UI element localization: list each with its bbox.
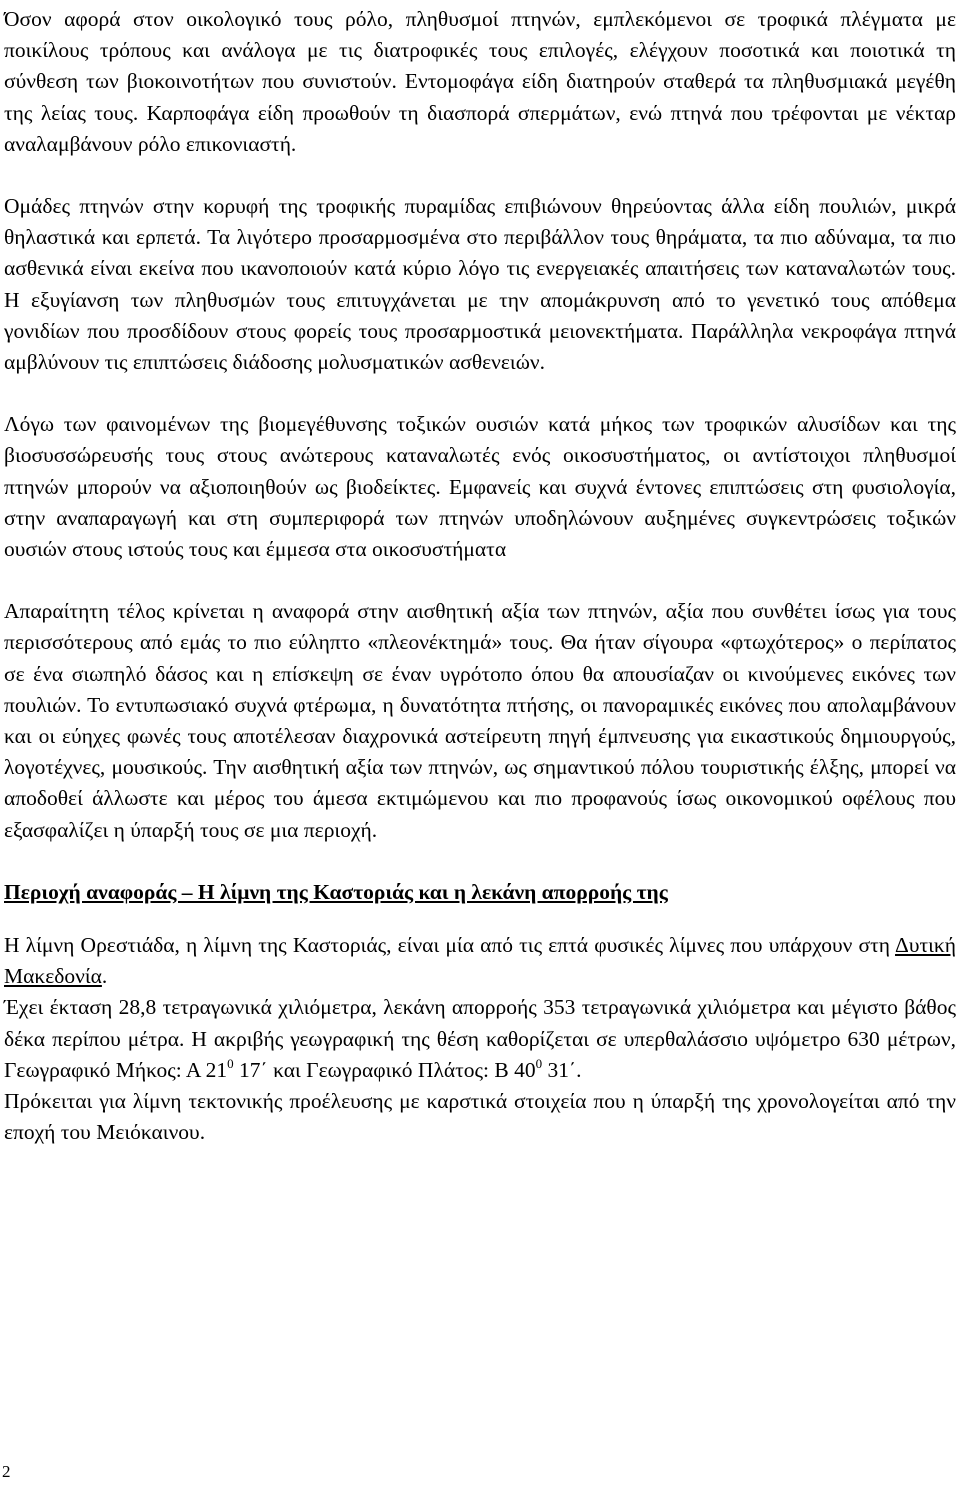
degree-superscript-latitude: 0 bbox=[535, 1055, 543, 1071]
section-heading: Περιοχή αναφοράς – Η λίμνη της Καστοριάς και η λεκάνη απορροής της bbox=[4, 879, 668, 904]
paragraph-lake-intro bbox=[4, 930, 956, 992]
document-page bbox=[4, 4, 956, 1149]
paragraph-spacer bbox=[4, 378, 956, 409]
degree-superscript-longitude: 0 bbox=[227, 1055, 234, 1071]
paragraph-spacer bbox=[4, 846, 956, 877]
paragraph-lake-origin: Πρόκειται για λίμνη τεκτονικής προέλευσης με καρστικά στοιχεία που η ύπαρξή της χρονολογείται από την εποχή του Μειόκαινου. bbox=[4, 1089, 956, 1145]
western-macedonia-link[interactable]: Δυτική Μακεδονία bbox=[4, 933, 956, 989]
lake-geography-text-1: Έχει έκταση 28,8 τετραγωνικά χιλιόμετρα, λεκάνη απορροής 353 τετραγωνικά χιλιόμετρα και μέγιστο βάθος δέκα περίπου μέτρα. Η ακριβής γεωγραφική της θέση καθορίζεται σε υπερθαλάσσιο υψόμετρο 630 μέτρων, Γεωγραφικό Μήκος: Α 21 bbox=[4, 995, 956, 1082]
lake-geography-text-3: 31΄. bbox=[542, 1057, 582, 1082]
paragraph-ecological-role: Όσον αφορά στον οικολογικό τους ρόλο, πληθυσμοί πτηνών, εμπλεκόμενοι σε τροφικά πλέγματα με ποικίλους τρόπους και ανάλογα με τις διατροφικές τους επιλογές, ελέγχουν ποσοτικά και ποιοτικά τη σύνθεση των βιοκοινοτήτων που συνιστούν. Εντομοφάγα είδη διατηρούν σταθερά τα πληθυσμιακά μεγέθη της λείας τους. Καρποφάγα είδη προωθούν τη διασπορά σπερμάτων, ενώ πτηνά που τρέφονται με νέκταρ αναλαμβάνουν ρόλο επικονιαστή. bbox=[4, 7, 956, 156]
lake-geography-text-2: 17΄ και Γεωγραφικό Πλάτος: Β 40 bbox=[233, 1057, 536, 1082]
paragraph-bioindicators: Λόγω των φαινομένων της βιομεγέθυνσης τοξικών ουσιών κατά μήκος των τροφικών αλυσίδων και της βιοσυσσώρευσής τους στους ανώτερους καταναλωτές ενός οικοσυστήματος, οι αντίστοιχοι πληθυσμοί πτηνών μπορούν να αξιοποιηθούν ως βιοδείκτες. Εμφανείς και συχνά έντονες επιπτώσεις στη φυσιολογία, στην αναπαραγωγή και στη συμπεριφορά των πτηνών υποδηλώνουν αυξημένες συγκεντρώσεις τοξικών ουσιών στους ιστούς τους και έμμεσα στα οικοσυστήματα bbox=[4, 412, 956, 562]
paragraph-aesthetic-value: Απαραίτητη τέλος κρίνεται η αναφορά στην αισθητική αξία των πτηνών, αξία που συνθέτει ίσως για τους περισσότερους από εμάς το πιο εύληπτο «πλεονέκτημά» τους. Θα ήταν σίγουρα «φτωχότερος» ο περίπατος σε ένα σιωπηλό δάσος και η επίσκεψη σε έναν υγρότοπο όπου θα απουσίαζαν οι κινούμενες εικόνες των πουλιών. Το εντυπωσιακό συχνά φτέρωμα, η δυνατότητα πτήσης, οι πανοραμικές εικόνες που απολαμβάνουν και οι εύηχες φωνές τους αποτέλεσαν διαχρονικά αστείρευτη πηγή έμπνευσης για εικαστικούς δημιουργούς, λογοτέχνες, μουσικούς. Την αισθητική αξία των πτηνών, ως σημαντικού πόλου τουριστικής έλξης, μπορεί να αποδοθεί άλλωστε και μέρος του άμεσα εκτιμώμενου και πιο προφανούς ίσως οικονομικού οφέλους που εξασφαλίζει η ύπαρξή τους σε μια περιοχή. bbox=[4, 599, 956, 842]
paragraph-spacer bbox=[4, 565, 956, 596]
lake-intro-end: . bbox=[101, 964, 108, 989]
paragraph-spacer bbox=[4, 908, 956, 930]
paragraph-predators: Ομάδες πτηνών στην κορυφή της τροφικής πυραμίδας επιβιώνουν θηρεύοντας άλλα είδη πουλιών, μικρά θηλαστικά και ερπετά. Τα λιγότερο προσαρμοσμένα στο περιβάλλον τους θηράματα, τα πιο αδύναμα, τα πιο ασθενικά είναι εκείνα που ικανοποιούν κατά κύριο λόγο τις ενεργειακές απαιτήσεις των καταναλωτών τους. Η εξυγίανση των πληθυσμών τους επιτυγχάνεται με την απομάκρυνση από το γενετικό τους απόθεμα γονιδίων που προσδίδουν στους φορείς τους προσαρμοστικά μειονεκτήματα. Παράλληλα νεκροφάγα πτηνά αμβλύνουν τις επιπτώσεις διάδοσης μολυσματικών ασθενειών. bbox=[4, 194, 956, 375]
lake-intro-text: Η λίμνη Ορεστιάδα, η λίμνη της Καστοριάς, είναι μία από τις επτά φυσικές λίμνες που υπάρχουν στη bbox=[4, 933, 896, 958]
paragraph-spacer bbox=[4, 160, 956, 191]
page-number: 2 bbox=[2, 1462, 11, 1481]
paragraph-lake-geography bbox=[4, 992, 956, 1086]
